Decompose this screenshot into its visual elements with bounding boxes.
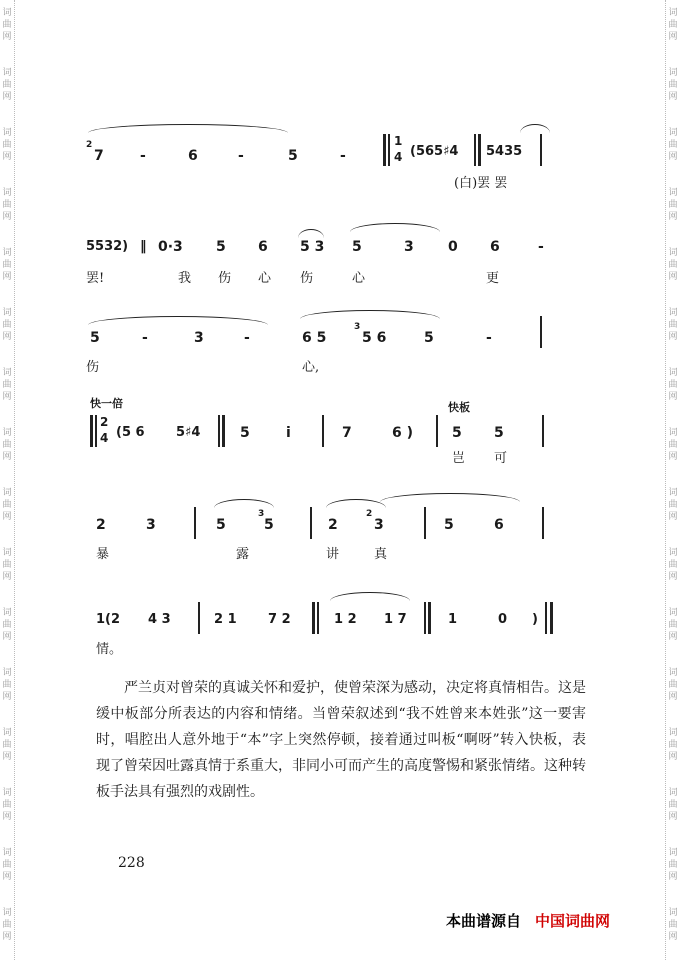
watermark-char: 词	[2, 788, 12, 798]
note: 1	[448, 612, 458, 627]
watermark-char: 网	[2, 572, 12, 582]
watermark-char: 网	[668, 812, 678, 822]
note: 3	[374, 517, 384, 533]
note: 5	[240, 425, 250, 441]
watermark-char: 网	[2, 332, 12, 342]
watermark-char: 曲	[668, 800, 678, 810]
commentary-text: 严兰贞对曾荣的真诚关怀和爱护，使曾荣深为感动，决定将真情相告。这是缓中板部分所表达的内容和情绪。当曾荣叙述到“我不姓曾来本姓张”这一要害时，唱腔出人意外地于“本”字上突然停顿，接着通过叫板“啊呀”转入快板，表现了曾荣因吐露真情于系重大，非同小可而产生的高度警惕和紧张情绪。这种转板手法具有强烈的戏剧性。	[96, 680, 586, 800]
watermark-char: 词	[668, 548, 678, 558]
repeat-bar	[317, 602, 319, 634]
bar-line	[194, 507, 196, 539]
lyric: 伤	[218, 271, 232, 286]
note: 5 6	[362, 330, 387, 346]
note: 3	[194, 330, 204, 346]
bar-line	[424, 507, 426, 539]
lyric: 我	[178, 271, 192, 286]
note: 3	[404, 239, 414, 255]
grace-note: 2	[86, 140, 93, 150]
bar-line	[540, 134, 542, 166]
slur-arc	[88, 316, 268, 325]
tempo-marking: 快一倍	[90, 397, 123, 410]
watermark-char: 网	[668, 332, 678, 342]
note: 2	[96, 517, 106, 533]
watermark-char: 词	[2, 908, 12, 918]
watermark-char: 曲	[2, 800, 12, 810]
watermark-char: 词	[2, 368, 12, 378]
grace-note: 3	[258, 509, 265, 519]
watermark-char: 网	[668, 32, 678, 42]
watermark-char: 网	[2, 152, 12, 162]
watermark-char: 曲	[668, 560, 678, 570]
watermark-char: 网	[668, 692, 678, 702]
lyric: 讲	[326, 547, 340, 562]
watermark-char: 词	[668, 728, 678, 738]
watermark-char: 曲	[668, 680, 678, 690]
dash: -	[340, 148, 346, 164]
watermark-char: 词	[2, 428, 12, 438]
watermark-char: 网	[2, 392, 12, 402]
watermark-char: 曲	[2, 260, 12, 270]
note: 6 )	[392, 425, 414, 441]
slur-arc	[298, 229, 324, 238]
watermark-char: 词	[668, 368, 678, 378]
right-watermark-strip	[665, 0, 680, 960]
watermark-char: 网	[2, 692, 12, 702]
note: 5	[352, 239, 362, 255]
bar-line	[540, 316, 542, 348]
watermark-char: 网	[668, 272, 678, 282]
bar-line	[550, 602, 553, 634]
lyric: 罢!	[86, 271, 105, 286]
repeat-bar	[474, 134, 476, 166]
note: 7	[342, 425, 352, 441]
watermark-char: 曲	[2, 560, 12, 570]
watermark-char: 曲	[2, 500, 12, 510]
watermark-char: 词	[2, 488, 12, 498]
watermark-char: 曲	[668, 200, 678, 210]
watermark-char: 网	[668, 212, 678, 222]
lyric: 心,	[302, 360, 320, 375]
watermark-char: 网	[668, 392, 678, 402]
watermark-char: 词	[2, 848, 12, 858]
watermark-char: 曲	[2, 80, 12, 90]
watermark-char: 网	[2, 32, 12, 42]
watermark-char: 网	[668, 572, 678, 582]
watermark-char: 曲	[668, 860, 678, 870]
lyric: 真	[374, 547, 388, 562]
watermark-char: 词	[668, 128, 678, 138]
lyric: 露	[236, 547, 250, 562]
time-sig-top: 1	[394, 134, 403, 148]
lyric: 伤	[300, 271, 314, 286]
watermark-char: 曲	[2, 740, 12, 750]
watermark-char: 网	[2, 872, 12, 882]
repeat-bar	[424, 602, 426, 634]
note: 5	[216, 517, 226, 533]
watermark-char: 曲	[668, 440, 678, 450]
watermark-char: 网	[2, 452, 12, 462]
watermark-char: 网	[2, 752, 12, 762]
watermark-char: 词	[2, 248, 12, 258]
left-watermark-strip	[0, 0, 15, 960]
dash: -	[140, 148, 146, 164]
note: 5	[264, 517, 274, 533]
watermark-char: 词	[2, 668, 12, 678]
note: 2 1	[214, 612, 237, 627]
measure: 5435	[486, 144, 523, 159]
lyric: 可	[494, 451, 508, 466]
note: 1 7	[384, 612, 407, 627]
watermark-char: 词	[668, 308, 678, 318]
bar-line	[322, 415, 324, 447]
repeat-bar	[90, 415, 93, 447]
note: )	[532, 612, 538, 627]
grace-note: 2	[366, 509, 373, 519]
watermark-char: 词	[2, 608, 12, 618]
watermark-char: 曲	[2, 200, 12, 210]
note: 0	[498, 612, 508, 627]
bar-line	[542, 507, 544, 539]
dash: -	[238, 148, 244, 164]
watermark-char: 曲	[2, 860, 12, 870]
bar-line	[198, 602, 200, 634]
slur-arc	[326, 499, 386, 508]
watermark-char: 词	[2, 8, 12, 18]
lyric: 心	[258, 271, 272, 286]
watermark-char: 曲	[2, 620, 12, 630]
watermark-char: 曲	[2, 440, 12, 450]
note: 5	[216, 239, 226, 255]
note: 5	[494, 425, 504, 441]
slur-arc	[350, 223, 440, 232]
watermark-char: 网	[668, 752, 678, 762]
time-sig-bottom: 4	[394, 150, 403, 164]
lyric: 伤	[86, 360, 100, 375]
note: 5 3	[300, 239, 325, 255]
watermark-char: 网	[2, 92, 12, 102]
watermark-char: 曲	[668, 260, 678, 270]
lyric: (白)罢 罢	[454, 176, 508, 191]
footer-site-link[interactable]: 中国词曲网	[535, 912, 611, 930]
dash: -	[486, 330, 492, 346]
watermark-char: 网	[2, 812, 12, 822]
watermark-char: 曲	[2, 140, 12, 150]
watermark-char: 词	[2, 548, 12, 558]
note: 4 3	[148, 612, 171, 627]
watermark-char: 曲	[668, 140, 678, 150]
watermark-char: 网	[668, 92, 678, 102]
commentary-paragraph	[96, 675, 586, 805]
note: 1(2	[96, 612, 121, 627]
note: 6	[188, 148, 198, 164]
note: 6 5	[302, 330, 327, 346]
watermark-char: 词	[668, 488, 678, 498]
watermark-char: 网	[2, 272, 12, 282]
footer-credit	[446, 910, 610, 931]
bar-line	[542, 415, 544, 447]
watermark-char: 网	[668, 452, 678, 462]
note: 5	[424, 330, 434, 346]
time-sig-top: 2	[100, 415, 109, 429]
watermark-char: 曲	[2, 20, 12, 30]
watermark-char: 曲	[668, 920, 678, 930]
watermark-char: 词	[668, 188, 678, 198]
note: 0	[448, 239, 458, 255]
note: i	[286, 425, 291, 441]
watermark-char: 词	[668, 8, 678, 18]
dash: -	[244, 330, 250, 346]
bar-line	[545, 602, 547, 634]
lyric: 心	[352, 271, 366, 286]
note: 6	[490, 239, 500, 255]
note: 1 2	[334, 612, 357, 627]
watermark-char: 网	[668, 152, 678, 162]
bar-line: ‖	[140, 239, 147, 254]
watermark-char: 网	[668, 632, 678, 642]
note: 3	[146, 517, 156, 533]
note: 0·3	[158, 239, 183, 255]
note: 6	[494, 517, 504, 533]
note: 7 2	[268, 612, 291, 627]
note: 7	[94, 148, 104, 164]
note: 5	[444, 517, 454, 533]
note: 6	[258, 239, 268, 255]
repeat-bar	[428, 602, 431, 634]
watermark-char: 曲	[2, 380, 12, 390]
bar-line	[436, 415, 438, 447]
watermark-char: 网	[2, 212, 12, 222]
slur-arc	[520, 124, 550, 133]
watermark-char: 词	[2, 68, 12, 78]
note: 5	[90, 330, 100, 346]
footer-source-label: 本曲谱源自	[446, 912, 522, 930]
watermark-char: 词	[668, 428, 678, 438]
watermark-char: 曲	[668, 320, 678, 330]
watermark-char: 词	[2, 728, 12, 738]
intro-phrase: (565♯4	[410, 144, 459, 159]
watermark-char: 词	[668, 908, 678, 918]
note: 5	[452, 425, 462, 441]
watermark-char: 网	[2, 632, 12, 642]
watermark-char: 词	[668, 848, 678, 858]
watermark-char: 曲	[668, 80, 678, 90]
bar-line	[310, 507, 312, 539]
watermark-char: 网	[668, 512, 678, 522]
tempo-marking: 快板	[448, 401, 470, 414]
note: (5 6	[116, 425, 145, 440]
watermark-char: 词	[668, 788, 678, 798]
repeat-bar	[95, 415, 97, 447]
watermark-char: 曲	[668, 740, 678, 750]
lyric: 更	[486, 271, 500, 286]
slur-arc	[88, 124, 288, 133]
watermark-char: 曲	[668, 380, 678, 390]
lyric: 岂	[452, 451, 466, 466]
watermark-char: 词	[668, 248, 678, 258]
page-number: 228	[118, 855, 145, 871]
note: 5	[288, 148, 298, 164]
repeat-bar	[312, 602, 315, 634]
watermark-char: 网	[668, 932, 678, 942]
repeat-bar	[388, 134, 390, 166]
dash: -	[538, 239, 544, 255]
dash: -	[142, 330, 148, 346]
slur-arc	[214, 499, 274, 508]
watermark-char: 词	[2, 188, 12, 198]
watermark-char: 词	[2, 128, 12, 138]
watermark-char: 词	[668, 68, 678, 78]
watermark-char: 曲	[668, 620, 678, 630]
note: 5532)	[86, 239, 129, 254]
slur-arc	[380, 493, 520, 502]
watermark-char: 词	[2, 308, 12, 318]
slur-arc	[300, 310, 440, 319]
repeat-bar	[218, 415, 220, 447]
watermark-char: 网	[668, 872, 678, 882]
note: 5♯4	[176, 425, 201, 440]
watermark-char: 曲	[668, 20, 678, 30]
time-sig-bottom: 4	[100, 431, 109, 445]
watermark-char: 词	[668, 668, 678, 678]
repeat-bar	[478, 134, 481, 166]
watermark-char: 曲	[2, 920, 12, 930]
watermark-char: 曲	[2, 320, 12, 330]
slur-arc	[330, 592, 410, 601]
repeat-bar	[383, 134, 386, 166]
repeat-bar	[222, 415, 225, 447]
watermark-char: 曲	[2, 680, 12, 690]
watermark-char: 词	[668, 608, 678, 618]
watermark-char: 曲	[668, 500, 678, 510]
watermark-char: 网	[2, 932, 12, 942]
lyric: 暴	[96, 547, 110, 562]
grace-note: 3	[354, 322, 361, 332]
note: 2	[328, 517, 338, 533]
watermark-char: 网	[2, 512, 12, 522]
lyric: 情。	[96, 642, 123, 657]
